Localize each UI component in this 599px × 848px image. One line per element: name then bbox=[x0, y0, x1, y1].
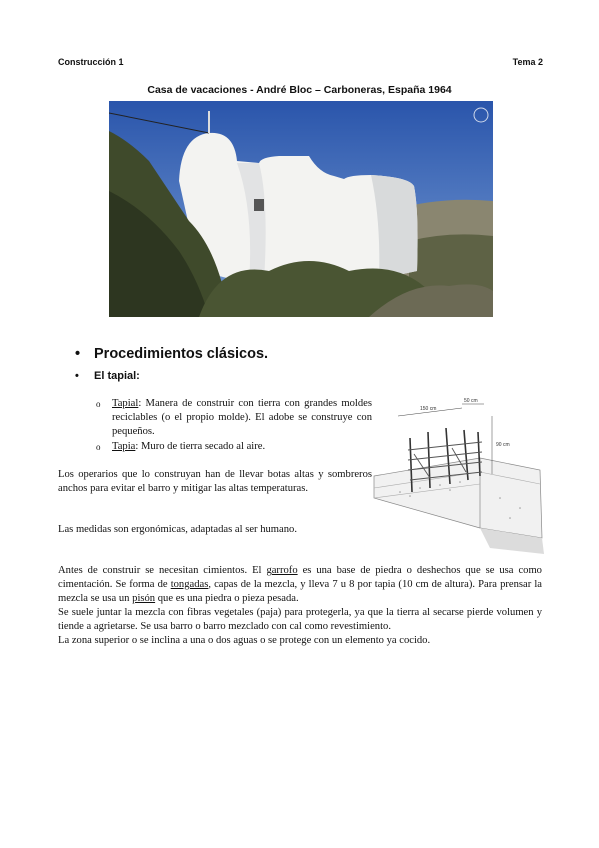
sub-bullet: o bbox=[96, 442, 101, 452]
term-tapia: Tapia bbox=[112, 441, 136, 452]
paragraph-fibras: Se suele juntar la mezcla con fibras vegetales (paja) para protegerla, ya que la tierra al secarse pierde volumen y tiende a agrietarse. Se usa barro o barro mezclado con cal como revestimiento. bbox=[58, 607, 542, 632]
header-topic: Tema 2 bbox=[512, 57, 543, 67]
term-tapial: Tapial bbox=[112, 398, 139, 409]
sub-bullet: o bbox=[96, 399, 101, 409]
cimientos-text-a: Antes de construir se necesitan cimientos. El bbox=[58, 565, 267, 576]
definition-tapial bbox=[96, 397, 372, 439]
definition-tapial-text: : Manera de construir con tierra con grandes moldes reciclables (o el propio molde). El adobe se construye con pequeños. bbox=[112, 398, 372, 437]
term-garrofo: garrofo bbox=[266, 565, 298, 576]
term-pison: pisón bbox=[132, 593, 156, 604]
paragraph-operarios: Los operarios que lo construyan han de llevar botas altas y sombreros anchos para evitar el barro y mitigar las altas temperaturas. bbox=[58, 469, 372, 494]
bullet: • bbox=[75, 346, 81, 362]
heading-tapial-text: El tapial: bbox=[94, 370, 140, 382]
paragraph-zona-superior: La zona superior o se inclina a una o dos aguas o se protege con un elemento ya cocido. bbox=[58, 635, 431, 646]
cimientos-text-b: es una base de piedra o deshechos que se usa como cimentación. Se forma de bbox=[58, 565, 542, 590]
heading-procedures bbox=[75, 346, 268, 362]
definition-tapia-text: : Muro de tierra secado al aire. bbox=[135, 441, 266, 452]
wall-sketch bbox=[370, 388, 544, 554]
cimientos-text-c: , capas de la mezcla, y lleva 7 u 8 por tapia (10 cm de altura). Para prensar la mezcla se usa un bbox=[58, 579, 542, 604]
heading-procedures-text: Procedimientos clásicos. bbox=[94, 346, 269, 362]
house-photo bbox=[109, 101, 493, 317]
paragraph-medidas: Las medidas son ergonómicas, adaptadas al ser humano. bbox=[58, 524, 297, 535]
photo-caption: Casa de vacaciones - André Bloc – Carboneras, España 1964 bbox=[147, 84, 452, 96]
definition-tapia bbox=[96, 440, 372, 454]
heading-tapial bbox=[75, 370, 140, 382]
header-course: Construcción 1 bbox=[58, 57, 124, 67]
cimientos-text-d: que es una piedra o pieza pesada. bbox=[155, 593, 299, 604]
term-tongadas: tongadas bbox=[170, 579, 209, 590]
sketch-height-label: 90 cm bbox=[496, 442, 510, 448]
sketch-length-label: 150 cm bbox=[420, 406, 437, 412]
paragraph-cimientos bbox=[58, 564, 542, 606]
bullet: • bbox=[75, 370, 79, 382]
sketch-width-label: 50 cm bbox=[464, 398, 478, 404]
